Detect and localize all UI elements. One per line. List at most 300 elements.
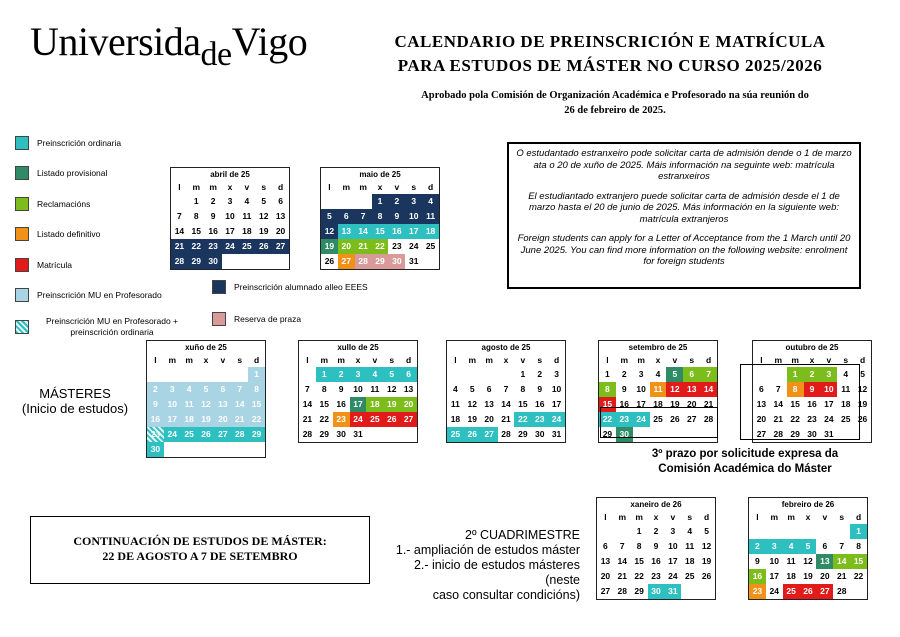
day-cell: 8 [372,209,389,224]
day-cell: 2 [210,196,216,206]
calendar-grid [749,511,867,599]
day-cell: 3 [766,539,783,554]
day-cell: 8 [248,382,265,397]
day-cell: 21 [703,399,714,409]
weekday-header: m [337,355,345,365]
day-cell: 3 [227,196,233,206]
legend-swatch-eees [212,280,226,294]
day-cell: 5 [666,367,683,382]
day-cell: 22 [188,239,205,254]
weekday-header: d [277,182,284,192]
day-cell: 13 [756,399,767,409]
day-cell: 16 [807,399,817,409]
day-cell: 22 [319,414,329,424]
day-cell: 16 [651,556,661,566]
legend-item-hatch [15,316,187,338]
day-cell: 2 [388,194,405,209]
day-cell: 14 [231,397,248,412]
day-cell: 3 [405,194,422,209]
legend-swatch-hatch [15,320,29,334]
day-cell: 10 [353,384,363,394]
day-cell: 1 [850,524,867,539]
day-cell: 1 [248,367,265,382]
weekday-header: v [394,182,400,192]
calendar-maio [320,167,440,270]
foreign-students-info [507,142,861,289]
day-cell: 20 [275,226,286,236]
day-cell: 26 [670,414,680,424]
day-cell: 2 [653,526,659,536]
third-period-note [615,447,875,477]
day-cell: 11 [181,397,198,412]
legend-swatch-prof [15,288,29,302]
day-cell: 18 [786,571,796,581]
continuation-line-2: 22 DE AGOSTO A 7 DE SETEMBRO [102,549,298,563]
legend-label: Preinscrición ordinaria [37,137,122,148]
day-cell: 5 [321,209,338,224]
day-cell: 2 [537,369,543,379]
day-cell: 14 [617,556,627,566]
empty-day-cell [198,367,215,382]
day-cell: 16 [147,412,164,427]
weekday-header: m [637,355,645,365]
empty-day-cell [597,524,614,539]
weekday-header: s [689,355,695,365]
day-cell: 21 [355,239,372,254]
day-cell: 11 [650,382,667,397]
day-cell: 27 [272,239,289,254]
legend-item-mat [15,258,72,272]
day-cell: 24 [350,412,367,427]
empty-day-cell [321,194,338,209]
day-cell: 19 [321,239,338,254]
second-semester-note [390,528,580,603]
calendar-grid [447,354,565,442]
day-cell: 30 [807,429,817,439]
day-cell: 4 [244,196,250,206]
day-cell: 26 [800,584,817,599]
weekday-header: m [774,355,783,365]
day-cell: 28 [617,586,627,596]
day-cell: 13 [214,397,231,412]
day-cell: 5 [800,539,817,554]
day-cell: 20 [686,399,697,409]
day-cell: 29 [602,429,613,439]
weekday-header: d [859,355,866,365]
calendar-grid [171,181,289,269]
day-cell: 20 [400,397,417,412]
day-cell: 23 [333,412,350,427]
legend-label: Reserva de praza [234,313,302,324]
day-cell: 25 [366,412,383,427]
day-cell: 17 [350,397,367,412]
weekday-header: s [389,355,395,365]
day-cell: 13 [816,554,833,569]
day-cell: 30 [534,429,545,439]
day-cell: 29 [634,586,644,596]
day-cell: 16 [388,224,405,239]
day-cell: 4 [783,539,800,554]
weekday-header: l [454,355,457,365]
empty-day-cell [783,524,800,539]
day-cell: 20 [484,414,494,424]
day-cell: 18 [684,556,695,566]
legend-label: Preinscrición alumnado alleo EEES [234,281,368,292]
legend-swatch-prov [15,166,29,180]
day-cell: 9 [147,397,164,412]
day-cell: 7 [839,541,845,551]
info-galician: O estudantado estranxeiro pode solicitar carta de admisión dende o 1 de marzo ata o 20 de xuño de 2025. Máis información na seguinte web: matrícula estranxeiros [516,148,852,182]
day-cell: 15 [790,399,800,409]
day-cell: 23 [531,412,548,427]
weekday-header: x [809,355,815,365]
day-cell: 8 [321,384,327,394]
day-cell: 27 [481,427,498,442]
day-cell: 23 [807,414,817,424]
legend-item-prof [15,288,162,302]
day-cell: 25 [684,571,695,581]
empty-day-cell [171,194,188,209]
weekday-header: l [606,355,609,365]
day-cell: 15 [191,226,201,236]
day-cell: 26 [857,414,868,424]
weekday-header: v [244,182,250,192]
weekday-header: m [618,512,627,522]
third-period-line-1: 3º prazo por solicitude expresa da [651,448,839,460]
calendar-title: xullo de 25 [337,343,379,352]
day-cell: 11 [685,541,695,551]
weekday-header: l [306,355,309,365]
day-cell: 10 [668,541,678,551]
weekday-header: s [687,512,693,522]
day-cell: 14 [501,399,511,409]
day-cell: 1 [636,526,642,536]
day-cell: 18 [450,414,461,424]
legend-swatch-pre [15,136,29,150]
day-cell: 31 [824,429,834,439]
day-cell: 26 [198,427,215,442]
approval-line-2: 26 de febreiro de 2025. [564,105,666,116]
day-cell: 11 [370,384,380,394]
day-cell: 10 [820,382,837,397]
legend-item-def [15,227,100,241]
calendar-xuno [146,340,266,458]
day-cell: 9 [338,384,344,394]
calendar-title: xuño de 25 [185,343,227,352]
day-cell: 6 [338,209,355,224]
day-cell: 18 [242,226,252,236]
day-cell: 31 [664,584,681,599]
day-cell: 14 [773,399,783,409]
weekday-header: m [468,355,477,365]
calendar-febreiro [748,497,868,600]
day-cell: 28 [703,414,714,424]
day-cell: 13 [484,399,494,409]
day-cell: 1 [193,196,199,206]
day-cell: 26 [255,239,272,254]
day-cell: 21 [501,414,511,424]
day-cell: 3 [350,367,367,382]
legend-swatch-mat [15,258,29,272]
day-cell: 8 [193,211,199,221]
day-cell: 15 [248,397,265,412]
weekday-header: l [178,182,181,192]
third-period-bracket-outubro [740,364,860,440]
day-cell: 19 [198,412,215,427]
day-cell: 25 [783,584,800,599]
day-cell: 29 [790,429,800,439]
day-cell: 29 [518,429,528,439]
day-cell: 5 [704,526,709,536]
day-cell: 9 [653,541,659,551]
day-cell: 29 [248,427,265,442]
calendar-title: outubro de 25 [785,343,839,352]
day-cell: 3 [670,526,676,536]
day-cell: 19 [383,397,400,412]
day-cell: 30 [648,584,665,599]
weekday-header: v [670,512,676,522]
day-cell: 16 [749,569,766,584]
day-cell: 6 [214,382,231,397]
legend-label: Listado provisional [37,167,108,178]
day-cell: 12 [467,399,477,409]
day-cell: 7 [775,384,781,394]
day-cell: 17 [225,226,235,236]
day-cell: 21 [836,571,847,581]
day-cell: 23 [749,584,766,599]
day-cell: 24 [769,586,779,596]
day-cell: 13 [275,211,286,221]
legend-label: Reclamacións [37,198,91,209]
day-cell: 8 [520,384,526,394]
weekday-header: v [372,355,378,365]
day-cell: 11 [422,209,439,224]
weekday-header: x [805,512,811,522]
day-cell: 27 [338,254,355,269]
second-semester-line-2: 2.- inicio de estudos másteres (neste [413,558,580,587]
day-cell: 3 [164,382,181,397]
empty-day-cell [481,367,498,382]
day-cell: 27 [400,412,417,427]
third-period-line-2: Comisión Académica do Máster [658,463,832,475]
day-cell: 18 [366,397,383,412]
second-semester-title: 2º CUADRIMESTRE [465,528,580,542]
calendar-title: maio de 25 [359,170,401,179]
day-cell: 7 [619,541,625,551]
weekday-header: m [185,355,193,365]
legend-label: Matrícula [37,259,72,270]
day-cell: 16 [619,399,629,409]
day-cell: 20 [214,412,231,427]
day-cell: 8 [636,541,642,551]
weekday-header: m [342,182,351,192]
day-cell: 28 [302,429,313,439]
day-cell: 24 [668,571,678,581]
weekday-header: s [537,355,543,365]
day-cell: 20 [338,239,355,254]
title-line-1: CALENDARIO DE PREINSCRICIÓN E MATRÍCULA [394,32,826,51]
day-cell: 8 [856,541,861,551]
day-cell: 27 [214,427,231,442]
day-cell: 30 [388,254,405,269]
day-cell: 30 [205,254,222,269]
day-cell: 17 [824,399,834,409]
day-cell: 15 [372,224,389,239]
weekday-header: m [359,182,367,192]
day-cell: 3 [554,369,559,379]
day-cell: 29 [372,254,389,269]
empty-day-cell [147,367,164,382]
day-cell: 29 [188,254,205,269]
day-cell: 27 [756,429,767,439]
day-cell: 15 [599,397,616,412]
calendar-title: agosto de 25 [481,343,531,352]
day-cell: 9 [210,211,216,221]
day-cell: 13 [600,556,611,566]
day-cell: 5 [469,384,475,394]
weekday-header: d [705,355,712,365]
day-cell: 24 [222,239,239,254]
second-semester-line-1: 1.- ampliación de estudos máster [395,543,580,557]
day-cell: 13 [403,384,414,394]
weekday-header: s [843,355,849,365]
calendar-title: abril de 25 [210,170,250,179]
weekday-header: v [220,355,226,365]
day-cell: 22 [514,412,531,427]
legend-label: Preinscrición MU en Profesorado [37,289,162,300]
weekday-header: x [655,355,661,365]
third-period-bracket-setembro [600,407,718,438]
weekday-header: d [427,182,434,192]
day-cell: 9 [755,556,760,566]
weekday-header: d [405,355,412,365]
day-cell: 10 [636,384,646,394]
day-cell: 19 [467,414,477,424]
day-cell: 6 [400,367,417,382]
day-cell: 28 [171,254,188,269]
weekday-header: v [672,355,678,365]
day-cell: 28 [836,586,847,596]
day-cell: 18 [181,412,198,427]
weekday-header: v [520,355,526,365]
day-cell: 3 [638,369,644,379]
empty-day-cell [816,524,833,539]
info-spanish: El estudiantado extranjero puede solicitar carta de admisión desde el 1 de marzo hasta el 20 de junio de 2025. Más información en la siguiente web: matrícula extranjeros [528,190,840,225]
calendar-agosto [446,340,566,443]
empty-day-cell [447,367,464,382]
empty-day-cell [800,524,817,539]
weekday-header: s [261,182,267,192]
day-cell: 11 [242,211,252,221]
day-cell: 17 [164,412,181,427]
day-cell: 10 [164,397,181,412]
weekday-header: s [411,182,417,192]
day-cell: 2 [804,367,821,382]
day-cell: 10 [551,384,562,394]
day-cell: 19 [803,571,813,581]
day-cell: 31 [408,256,419,266]
day-cell: 4 [655,369,661,379]
day-cell: 12 [321,224,338,239]
day-cell: 17 [668,556,678,566]
weekday-header: m [635,512,643,522]
calendar-grid [147,354,265,457]
weekday-header: x [203,355,209,365]
university-logo [30,19,308,73]
day-cell: 8 [787,382,804,397]
day-cell: 12 [701,541,712,551]
day-cell: 15 [634,556,644,566]
day-cell: 24 [548,412,565,427]
day-cell: 22 [790,414,800,424]
weekday-header: l [604,512,607,522]
weekday-header: d [253,355,260,365]
day-cell: 30 [616,427,633,442]
masters-subtitle: (Inicio de estudos) [21,401,129,416]
day-cell: 11 [786,556,796,566]
calendar-title: setembro de 25 [628,343,688,352]
day-cell: 12 [258,211,269,221]
day-cell: 25 [447,427,464,442]
day-cell: 14 [174,226,185,236]
day-cell: 12 [386,384,397,394]
day-cell: 28 [231,427,248,442]
legend-swatch-def [15,227,29,241]
day-cell: 25 [653,414,663,424]
day-cell: 19 [701,556,712,566]
empty-day-cell [464,367,481,382]
empty-day-cell [214,367,231,382]
day-cell: 25 [840,414,851,424]
day-cell: 2 [333,367,350,382]
weekday-header: x [653,512,659,522]
continuation-line-1: CONTINUACIÓN DE ESTUDOS DE MÁSTER: [73,534,327,548]
day-cell: 13 [683,382,700,397]
day-cell: 7 [305,384,310,394]
day-cell: 14 [355,224,372,239]
calendar-title: xaneiro de 26 [630,500,682,509]
legend-label: Listado definitivo [37,228,101,239]
day-cell: 7 [355,209,372,224]
page-title [330,30,890,78]
day-cell: 24 [824,414,834,424]
continuation-box [30,516,370,584]
day-cell: 10 [405,209,422,224]
day-cell: 23 [205,239,222,254]
day-cell: 6 [683,367,700,382]
day-cell: 5 [383,367,400,382]
day-cell: 20 [756,414,767,424]
day-cell: 23 [616,412,633,427]
day-cell: 15 [850,554,867,569]
weekday-header: m [209,182,217,192]
empty-day-cell [749,524,766,539]
day-cell: 30 [147,442,164,457]
legend-label: Preinscrición MU en Profesorado + preinscrición ordinaria [45,316,179,337]
empty-day-cell [299,367,316,382]
calendar-xullo [298,340,418,443]
day-cell: 9 [804,382,821,397]
day-cell: 5 [261,196,267,206]
day-cell: 15 [518,399,528,409]
second-semester-line-3: caso consultar condicións) [432,588,580,602]
day-cell: 6 [759,384,764,394]
day-cell: 20 [820,571,830,581]
day-cell: 1 [605,369,610,379]
day-cell: 9 [537,384,543,394]
day-cell: 12 [666,382,683,397]
empty-day-cell [498,367,515,382]
